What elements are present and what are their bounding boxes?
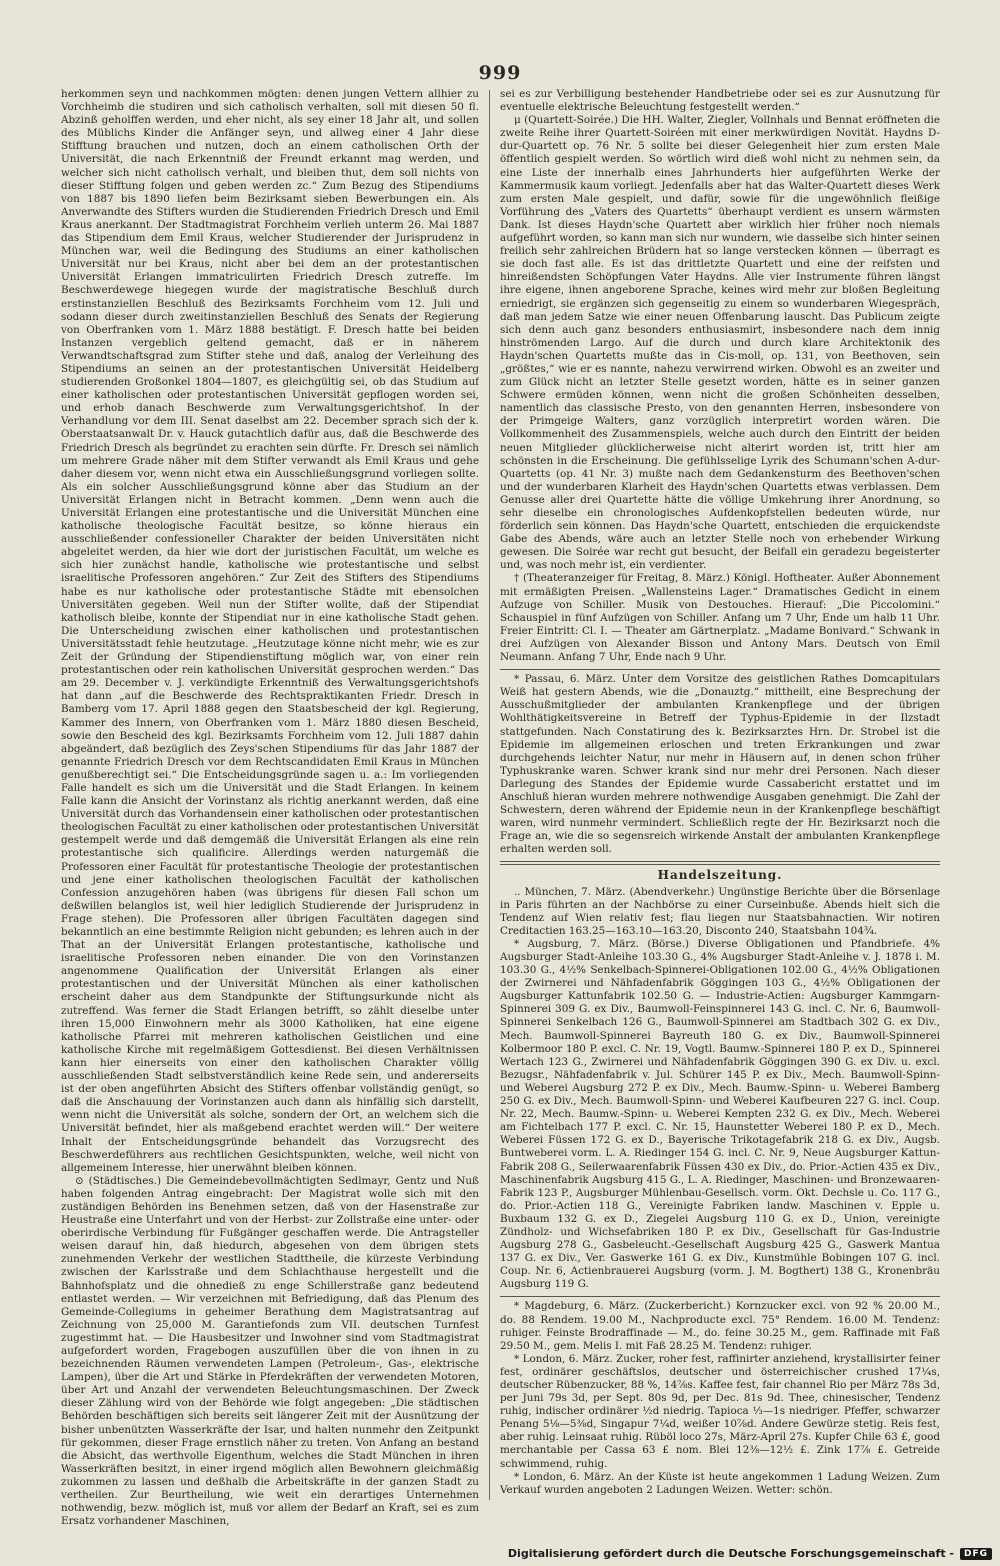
column-divider: [489, 90, 490, 1500]
theateranzeiger-article: † (Theateranzeiger für Freitag, 8. März.) Königl. Hoftheater. Außer Abonnement mit ermäßigten Preisen. „Wallensteins Lager.“ Dramatisches Gedicht in einem Aufzuge von Schiller. Musik von Destouches. Hierauf: „Die Piccolomini.“ Schauspiel in fünf Aufzügen von Schiller. Anfang um 7 Uhr, Ende um halb 11 Uhr. Freier Eintritt: Cl. I. — Theater am Gärtnerplatz. „Madame Bonivard.“ Schwank in drei Aufzügen von Alexander Bisson und Antony Mars. Deutsch von Emil Neumann. Anfang 7 Uhr, Ende nach 9 Uhr.: [500, 572, 940, 664]
london-market-item: * London, 6. März. Zucker, roher fest, raffinirter anziehend, krystallisirter feiner fest, ordinärer geschäftslos, deutscher und österreichischer crushed 17¼s, deutscher Rübenzucker, 88 %, 14⅞s. Kaffee fest, fair channel Rio per März 78s 3d, per Juni 79s 3d, per Sept. 80s 9d, per Dec. 81s 9d. Thee, chinesischer, Tendenz ruhig, indischer ordinärer ½d niedrig. Tapioca ⅓—1s niedriger. Pfeffer, schwarzer Penang 5⅛—5⅜d, Singapur 7¼d, weißer 10⅞d. Andere Gewürze stetig. Reis fest, aber ruhig. Leinsaat ruhig. Rüböl loco 27s, März-April 27s. Kupfer Chile 63 £, good merchantable per Cassa 63 £ nom. Blei 12⅜—12½ £. Zink 17⅞ £. Getreide schwimmend, ruhig.: [500, 1352, 940, 1470]
stipendium-article: herkommen seyn und nachkommen mögten: denen jungen Vettern allhier zu Vorchheimb die studiren und sich catholisch verhalten, soll mit diesen 50 fl. Abzinß geholffen werden, und eher nicht, als sey einer 18 Jahr alt, und sollen des Müblichs Kinder die Anfänger seyn, und allweg einer 4 Jahr diese Stifftung brauchen und nutzen, doch an einem catholischen Orth der Universität, die nach Erkenntniß der Freundt erkannt mag werden, und welcher sich nicht catholisch verhalt, und bleiben thut, dem soll nichts von dieser Stifftung folgen und geben werden zc.“ Zum Bezug des Stipendiums von 1887 bis 1890 liefen beim Bezirksamt sieben Bewerbungen ein. Als Anverwandte des Stifters wurden die Studierenden Friedrich Dresch und Emil Kraus anerkannt. Der Stadtmagistrat Forchheim verlieh unterm 26. Mai 1887 das Stipendium dem Emil Kraus, welcher Studierender der Jurisprudenz in München war, weil die Bedingung des Studiums an einer katholischen Universität nur bei Kraus, nicht aber bei dem an der protestantischen Universität Erlangen immatriculirten Friedrich Dresch zutreffe. Im Beschwerdewege hiegegen wurde der magistratische Beschluß durch erstinstanziellen Beschluß des Bezirksamts Forchheim vom 12. Juli und sodann dieser durch zweitinstanziellen Beschluß des Senats der Regierung von Oberfranken vom 1. März 1888 bestätigt. F. Dresch hatte bei beiden Instanzen vergeblich geltend gemacht, daß er in näherem Verwandtschaftsgrad zum Stifter stehe und daß, analog der Verleihung des Stipendiums an seinen an der protestantischen Universität Heidelberg studierenden Großonkel 1804—1807, es gleichgültig sei, ob das Studium auf einer katholischen oder protestantischen Universität gepflogen worden sei, und erhob danach Beschwerde zum Verwaltungsgerichtshof. In der Verhandlung vor dem III. Senat daselbst am 22. December sprach sich der k. Oberstaatsanwalt Dr. v. Hauck gutachtlich dafür aus, daß die Beschwerde des Friedrich Dresch als begründet zu erachten sein dürfte. Fr. Dresch sei nämlich um mehrere Grade näher mit dem Stifter verwandt als Emil Kraus und gehe daher diesem vor, wenn nicht etwa ein Ausschließungsgrund vorliegen sollte. Als ein solcher Ausschließungsgrund könne aber das Studium an der Universität Erlangen nicht in Betracht kommen. „Denn wenn auch die Universität Erlangen eine protestantische und die Universität München eine katholische theologische Facultät besitze, so könne hieraus ein ausschließender confessioneller Charakter der beiden Universitäten nicht abgeleitet werden, da hier wie dort der juristischen Facultät, um welche es sich hier zunächst handle, katholische wie protestantische und selbst israelitische Professoren angehören.“ Zur Zeit des Stifters des Stipendiums habe es nur katholische oder protestantische Städte mit ebensolchen Universitäten gegeben. Weil nun der Stifter wollte, daß der Stipendiat katholisch bleibe, konnte der Stipendiat nur in eine katholische Stadt gehen. Die Unterscheidung zwischen einer katholischen und protestantischen Universitätsstadt fehle heutzutage. „Heutzutage könne nicht mehr, wie es zur Zeit der Gründung der Stipendienstiftung möglich war, von einer rein protestantischen oder rein katholischen Universität gesprochen werden.“ Das am 29. December v. J. verkündigte Erkenntniß des Verwaltungsgerichtshofs hat dann „auf die Beschwerde des Rechtspraktikanten Friedr. Dresch in Bamberg vom 17. April 1888 gegen den Staatsbescheid der kgl. Regierung, Kammer des Innern, von Oberfranken vom 1. März 1880 diesen Bescheid, sowie den Bescheid des kgl. Bezirksamts Forchheim vom 12. Juli 1887 dahin abgeändert, daß bezüglich des Zeys'schen Stipendiums für das Jahr 1887 der genannte Friedrich Dresch vor dem Rechtscandidaten Emil Kraus in München genußberechtigt sei.“ Die Entscheidungsgründe sagen u. a.: Im vorliegenden Falle handelt es sich um die Universität und die Stadt Erlangen. In keinem Falle kann die Ansicht der Vorinstanz als richtig anerkannt werden, daß eine Universität durch das Vorhandensein einer katholischen oder protestantischen theologischen Facultät zu einer katholischen oder protestantischen Universität gestempelt werde und daß demgemäß die Universität Erlangen als eine rein protestantische sich qualificire. Allerdings werden naturgemäß die Professoren einer Facultät für protestantische Theologie der protestantischen und jene einer katholischen theologischen Facultät der katholischen Confession anzugehören haben (was übrigens für diesen Fall schon um deßwillen belanglos ist, weil hier lediglich Studierende der Jurisprudenz in Frage stehen). Die Professoren aller übrigen Facultäten dagegen sind bekanntlich an eine bestimmte Religion nicht gebunden; es lehren auch in der That an der Universität Erlangen protestantische, katholische und israelitische Professoren neben einander. Die von den Vorinstanzen angenommene Qualification der Universität Erlangen als einer protestantischen und der Universität München als einer katholischen erscheint daher aus dem Standpunkte der Stiftungsurkunde nicht als zutreffend. Was ferner die Stadt Erlangen betrifft, so zählt dieselbe unter ihren 15,000 Einwohnern mehr als 3000 Katholiken, hat eine eigene katholische Pfarrei mit mehreren katholischen Geistlichen und eine katholische Kirche mit regelmäßigem Gottesdienst. Bei diesen Verhältnissen kann hier einerseits von einer den katholischen Charakter völlig ausschließenden Stadt selbstverständlich keine Rede sein, und andererseits ist der oben angeführten Absicht des Stifters offenbar vollständig genügt, so daß die Anschauung der Vorinstanzen auch dann als hinfällig sich darstellt, wenn nicht die Universität als solche, sondern der Ort, an welchem sich die Universität befindet, hier als maßgebend erachtet werden will.“ Der weitere Inhalt der Entscheidungsgründe behandelt das Vorzugsrecht des Beschwerdeführers aus rechtlichen Gesichtspunkten, welche, weil nicht von allgemeinem Interesse, hier unerwähnt bleiben können.: [61, 88, 479, 1174]
continued-article: sei es zur Verbilligung bestehender Handbetriebe oder sei es zur Ausnutzung für eventuelle elektrische Beleuchtung festgestellt werden.“: [500, 88, 940, 114]
separator-line: [500, 669, 940, 670]
digitization-footer: [508, 1547, 992, 1560]
right-column: [500, 88, 940, 1558]
passau-article: * Passau, 6. März. Unter dem Vorsitze des geistlichen Rathes Domcapitulars Weiß hat gestern Abends, wie die „Donauztg.“ mittheilt, eine Besprechung der Ausschußmitglieder der ambulanten Krankenpflege und der übrigen Wohlthätigkeitsvereine in Betreff der Typhus-Epidemie in der Ilzstadt stattgefunden. Nach Constatirung des k. Bezirksarztes Hrn. Dr. Strobel ist die Epidemie im allgemeinen erloschen und treten Erkrankungen und zwar durchgehends leichter Natur, nur mehr in Häusern auf, in denen schon früher Typhuskranke waren. Schwer krank sind nur mehr drei Personen. Nach dieser Darlegung des Standes der Epidemie wurde Cassabericht erstattet und im Anschluß hieran wurden mehrere nothwendige Ausgaben genehmigt. Die Zahl der Schwestern, deren während der Epidemie neun in der Krankenpflege beschäftigt waren, wird nunmehr vermindert. Schließlich regte der Hr. Bezirksarzt noch die Frage an, wie die so segensreich wirkende Anstalt der ambulanten Krankenpflege erhalten werden soll.: [500, 673, 940, 856]
quartett-soiree-article: μ (Quartett-Soirée.) Die HH. Walter, Ziegler, Vollnhals und Bennat eröffneten die zweite Reihe ihrer Quartett-Soiréen mit einer merkwürdigen Novität. Haydns D-dur-Quartett op. 76 Nr. 5 sollte bei dieser Gelegenheit hier zum ersten Male öffentlich gespielt werden. So wörtlich wird dieß wohl nicht zu nehmen sein, da eine Liste der innerhalb eines Jahrhunderts hier aufgeführten Werke der Kammermusik kaum vorliegt. Jedenfalls aber hat das Walter-Quartett dieses Werk zum ersten Male gespielt, und dafür, sowie für die ungewöhnlich fleißige Vorführung des „Vaters des Quartetts“ überhaupt verdient es unsern wärmsten Dank. Ist dieses Haydn'sche Quartett aber wirklich hier früher noch niemals aufgeführt worden, so kann man sich nur wundern, wie dasselbe sich hinter seinen freilich sehr zahlreichen Brüdern hat so lange verstecken können — überragt es sie doch fast alle. Es ist das drittletzte Quartett und eine der reifsten und hinreißendsten Schöpfungen Vater Haydns. Alle vier Instrumente führen längst ihre eigene, ihnen angeborene Sprache, keines wird mehr zur bloßen Begleitung erniedrigt, sie ergänzen sich gegenseitig zu einem so wunderbaren Wiegespräch, daß man jedem Satze wie einer neuen Offenbarung lauscht. Das Publicum zeigte sich denn auch ganz besonders enthusiasmirt, insbesondere nach dem innig hinströmenden Largo. Auf die durch und durch klare Architektonik des Haydn'schen Quartetts mußte das in Cis-moll, op. 131, von Beethoven, sein „größtes,“ wie er es nannte, nahezu verwirrend wirken. Obwohl es an zweiter und zum Glück nicht an letzter Stelle gesetzt worden, hätte es in seiner ganzen Schwere ermüden können, wenn nicht die großen Schönheiten desselben, namentlich das classische Presto, von den genannten Herren, insbesondere von der Primgeige Walters, ganz vorzüglich interpretirt worden wären. Die Vollkommenheit des Zusammenspiels, welche auch durch den Eintritt der beiden neuen Mitglieder glücklicherweise nicht alterirt worden ist, tritt hier am schönsten in die Erscheinung. Die gefühlsselige Lyrik des Schumann'schen A-dur-Quartetts (op. 41 Nr. 3) mußte nach dem Gedankensturm des Beethoven'schen und der wunderbaren Klarheit des Haydn'schen Quartetts etwas verblassen. Dem Genusse aller drei Quartette hätte die völlige Umkehrung ihrer Anordnung, so sehr dieselbe ein chronologisches Aufdenkopfstellen bedeuten würde, nur förderlich sein können. Das Haydn'sche Quartett, entschieden die erquickendste Gabe des Abends, wäre auch an letzter Stelle noch von erhebender Wirkung gewesen. Die Soirée war recht gut besucht, der Beifall ein geradezu begeisterter und, was noch mehr ist, ein verdienter.: [500, 114, 940, 572]
muenchen-boerse-item: .. München, 7. März. (Abendverkehr.) Ungünstige Berichte über die Börsenlage in Paris führten an der Nachbörse zu einer Curseinbuße. Abends hielt sich die Tendenz auf Wien relativ fest; flau liegen nur Staatsbahnactien. Wir notiren Creditactien 163.25—163.10—163.20, Disconto 240, Staatsbahn 104¾.: [500, 885, 940, 937]
separator-line-2: [500, 1296, 940, 1297]
staedtisches-article: ⊙ (Städtisches.) Die Gemeindebevollmächtigten Sedlmayr, Gentz und Nuß haben folgenden Antrag eingebracht: Der Magistrat wolle sich mit den zuständigen Behörden ins Benehmen setzen, daß von der Hasenstraße zur Heustraße eine Unterfahrt und von der Herbst- zur Zollstraße eine unter- oder oberirdische Verbindung für Fußgänger geschaffen werde. Die Antragsteller weisen darauf hin, daß hiedurch, abgesehen von dem übrigen stets zunehmenden Verkehr der westlichen Stadttheile, die kürzeste Verbindung zwischen der Karlsstraße und dem Schlachthause hergestellt und die Bahnhofsplatz und die ohnedieß zu enge Schillerstraße ganz bedeutend entlastet werden. — Wir verzeichnen mit Befriedigung, daß das Plenum des Gemeinde-Collegiums in geheimer Berathung dem Magistratsantrag auf Zeichnung von 25,000 M. Garantiefonds zum VII. deutschen Turnfest zugestimmt hat. — Die Hausbesitzer und Inwohner sind vom Stadtmagistrat aufgefordert worden, Fragebogen auszufüllen über die von ihnen in zu bezeichnenden Räumen verwendeten Lampen (Petroleum-, Gas-, elektrische Lampen), über die Art und Stärke in Pferdekräften der verwendeten Motoren, über Art und Anzahl der verwendeten Beleuchtungsmaschinen. Der Zweck dieser Zählung wird von der Behörde wie folgt angegeben: „Die städtischen Behörden beschäftigen sich bereits seit längerer Zeit mit der Ausnützung der bisher unbenützten Wasserkräfte der Isar, und halten nunmehr den Zeitpunkt für gekommen, dieser Frage ernstlich näher zu treten. Von Anfang an bestand die Absicht, das werthvolle Eigenthum, welches die Stadt München in ihren Wasserkräften besitzt, in einer irgend möglich allen Bewohnern gleichmäßig zukommen zu lassen und deßhalb die Arbeitskräfte in der ganzen Stadt zu vertheilen. Zur Beurtheilung, wie weit ein derartiges Unternehmen nothwendig, bezw. möglich ist, muß vor allem der Bedarf an Kraft, sei es zum Ersatz vorhandener Maschinen,: [61, 1174, 479, 1528]
dfg-logo: DFG: [960, 1548, 992, 1560]
footer-text: Digitalisierung gefördert durch die Deutsche Forschungsgemeinschaft -: [507, 1547, 954, 1560]
handelszeitung-heading: Handelszeitung.: [657, 868, 783, 883]
magdeburg-zucker-item: * Magdeburg, 6. März. (Zuckerbericht.) Kornzucker excl. von 92 % 20.00 M., do. 88 Rendem. 19.00 M., Nachproducte excl. 75° Rendem. 16.00 M. Tendenz: ruhiger. Feinste Brodraffinade — M., do. feine 30.25 M., gem. Raffinade mit Faß 29.50 M., gem. Melis I. mit Faß 28.25 M. Tendenz: ruhiger.: [500, 1300, 940, 1352]
left-column: [61, 88, 479, 1558]
page-number: 999: [478, 62, 522, 84]
double-separator: [500, 861, 940, 865]
london-weizen-item: * London, 6. März. An der Küste ist heute angekommen 1 Ladung Weizen. Zum Verkauf wurden angeboten 2 Ladungen Weizen. Wetter: schön.: [500, 1470, 940, 1496]
augsburg-boerse-item: * Augsburg, 7. März. (Börse.) Diverse Obligationen und Pfandbriefe. 4% Augsburger Stadt-Anleihe 103.30 G., 4% Augsburger Stadt-Anleihe v. J. 1878 i. M. 103.30 G., 4½% Senkelbach-Spinnerei-Obligationen 102.00 G., 4½% Obligationen der Zwirnerei und Nähfadenfabrik Göggingen 103 G., 4½% Obligationen der Augsburger Kattunfabrik 102.50 G. — Industrie-Actien: Augsburger Kammgarn-Spinnerei 309 G. ex Div., Baumwoll-Feinspinnerei 143 G. incl. C. Nr. 6, Baumwoll-Spinnerei Senkelbach 126 G., Baumwoll-Spinnerei am Stadtbach 302 G. ex Div., Mech. Baumwoll-Spinnerei Bayreuth 180 G. ex Div., Baumwoll-Spinnerei Kolbermoor 180 P. excl. C. Nr. 19, Vogtl. Baumw.-Spinnerei 180 P. ex D., Spinnerei Wertach 123 G., Zwirnerei und Nähfadenfabrik Göggingen 390 G. ex Div. u. excl. Bezugsr., Nähfadenfabrik v. Jul. Schürer 145 P. ex Div., Mech. Baumwoll-Spinn- und Weberei Augsburg 272 P. ex Div., Mech. Baumw.-Spinn- u. Weberei Bamberg 250 G. ex Div., Mech. Baumwoll-Spinn- und Weberei Kaufbeuren 227 G. incl. Coup. Nr. 22, Mech. Baumw.-Spinn- u. Weberei Kempten 232 G. ex Div., Mech. Weberei am Fichtelbach 177 P. excl. C. Nr. 15, Haunstetter Weberei 180 P. ex D., Mech. Weberei Füssen 172 G. ex D., Bayerische Trikotagefabrik 218 G. ex Div., Augsb. Buntweberei vorm. L. A. Riedinger 154 G. incl. C. Nr. 9, Neue Augsburger Kattun-Fabrik 208 G., Seilerwaarenfabrik Füssen 430 ex Div., do. Prior.-Actien 435 ex Div., Maschinenfabrik Augsburg 415 G., L. A. Riedinger, Maschinen- und Bronzewaaren-Fabrik 123 P., Augsburger Mühlenbau-Gesellsch. vorm. Okt. Dechsle u. Co. 117 G., do. Prior.-Actien 118 G., Vereinigte Fabriken landw. Maschinen v. Epple u. Buxbaum 132 G. ex D., Ziegelei Augsburg 110 G. ex D., Union, vereinigte Zündholz- und Wichsefabriken 180 P. ex Div., Gesellschaft für Gas-Industrie Augsburg 278 G., Gasbeleucht.-Gesellschaft Augsburg 425 G., Gaswerk Mantua 137 G. ex Div., Ver. Gaswerke 161 G. ex Div., Kunstmühle Bobingen 107 G. incl. Coup. Nr. 6, Actienbrauerei Augsburg (vorm. J. M. Bogthert) 138 G., Kronenbräu Augsburg 119 G.: [500, 937, 940, 1291]
